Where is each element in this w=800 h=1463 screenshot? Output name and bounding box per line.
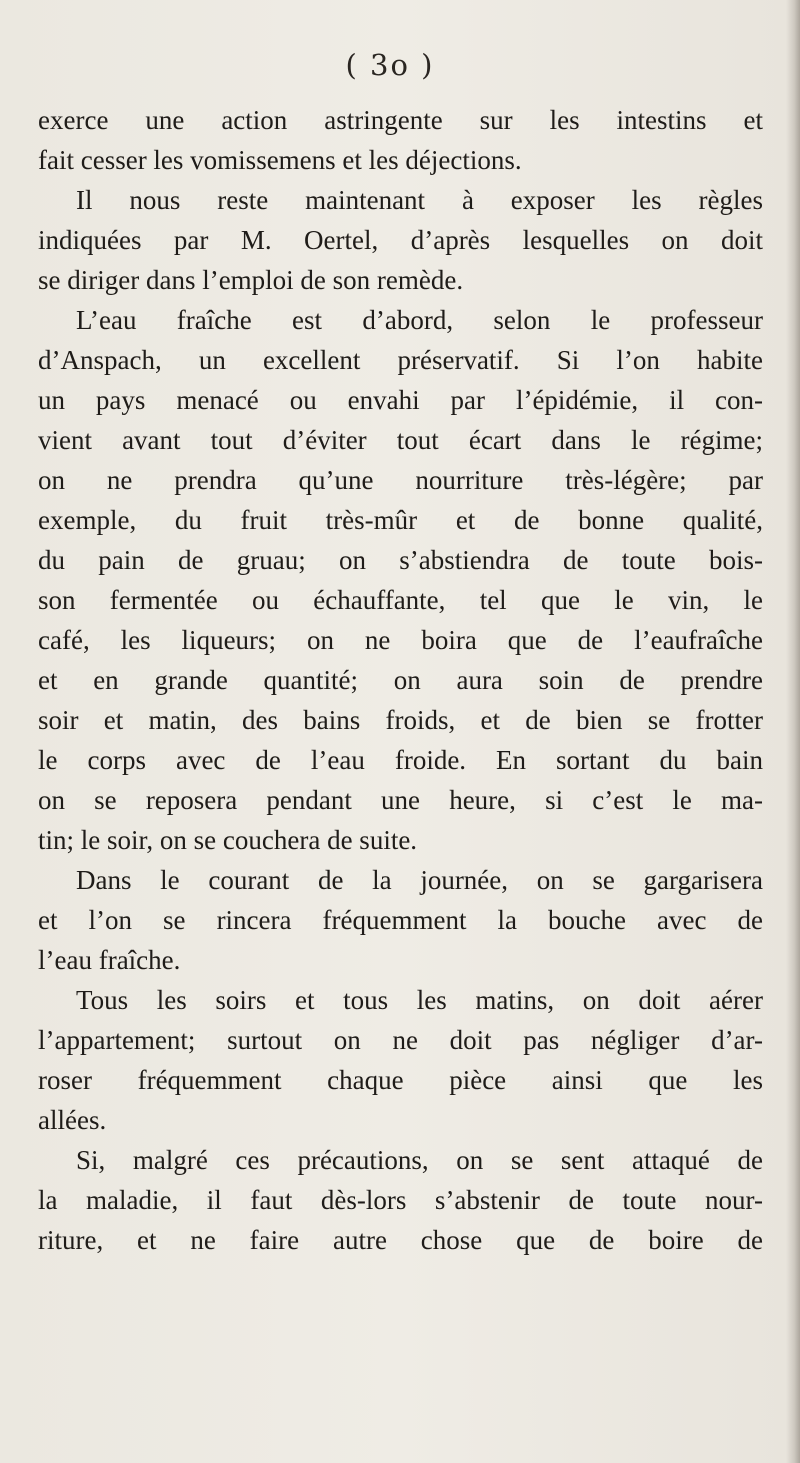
text-line: du pain de gruau; on s’abstiendra de toute bois-	[38, 545, 763, 575]
text-line: Tous les soirs et tous les matins, on doit aérer	[76, 985, 763, 1015]
page-edge-shadow	[786, 0, 800, 1463]
text-line: exemple, du fruit très-mûr et de bonne qualité,	[38, 505, 763, 535]
text-line: Si, malgré ces précautions, on se sent attaqué de	[76, 1145, 763, 1175]
text-line: la maladie, il faut dès-lors s’abstenir de toute nour-	[38, 1185, 763, 1215]
text-line: se diriger dans l’emploi de son remède.	[38, 265, 464, 295]
text-line: son fermentée ou échauffante, tel que le vin, le	[38, 585, 763, 615]
text-line: on se reposera pendant une heure, si c’est le ma-	[38, 785, 763, 815]
text-line: roser fréquemment chaque pièce ainsi que les	[38, 1065, 763, 1095]
text-line: Dans le courant de la journée, on se gargarisera	[76, 865, 763, 895]
text-line: et l’on se rincera fréquemment la bouche avec de	[38, 905, 763, 935]
text-line: allées.	[38, 1105, 107, 1135]
text-line: L’eau fraîche est d’abord, selon le professeur	[76, 305, 763, 335]
text-line: fait cesser les vomissemens et les déjections.	[38, 145, 522, 175]
text-line: le corps avec de l’eau froide. En sortant du bain	[38, 745, 763, 775]
text-line: et en grande quantité; on aura soin de prendre	[38, 665, 763, 695]
page-number: ( 3o )	[345, 48, 435, 82]
text-line: vient avant tout d’éviter tout écart dans le régime;	[38, 425, 763, 455]
text-line: exerce une action astringente sur les intestins et	[38, 105, 763, 135]
body-text	[38, 100, 763, 1260]
text-line: café, les liqueurs; on ne boira que de l’eaufraîche	[38, 625, 763, 655]
text-line: un pays menacé ou envahi par l’épidémie, il con-	[38, 385, 763, 415]
text-line: indiquées par M. Oertel, d’après lesquelles on doit	[38, 225, 763, 255]
text-line: Il nous reste maintenant à exposer les règles	[76, 185, 763, 215]
text-line: soir et matin, des bains froids, et de bien se frotter	[38, 705, 763, 735]
text-line: l’appartement; surtout on ne doit pas négliger d’ar-	[38, 1025, 763, 1055]
text-line: riture, et ne faire autre chose que de boire de	[38, 1225, 763, 1255]
text-line: l’eau fraîche.	[38, 945, 181, 975]
text-line: d’Anspach, un excellent préservatif. Si l’on habite	[38, 345, 763, 375]
text-line: on ne prendra qu’une nourriture très-légère; par	[38, 465, 763, 495]
text-line: tin; le soir, on se couchera de suite.	[38, 825, 418, 855]
